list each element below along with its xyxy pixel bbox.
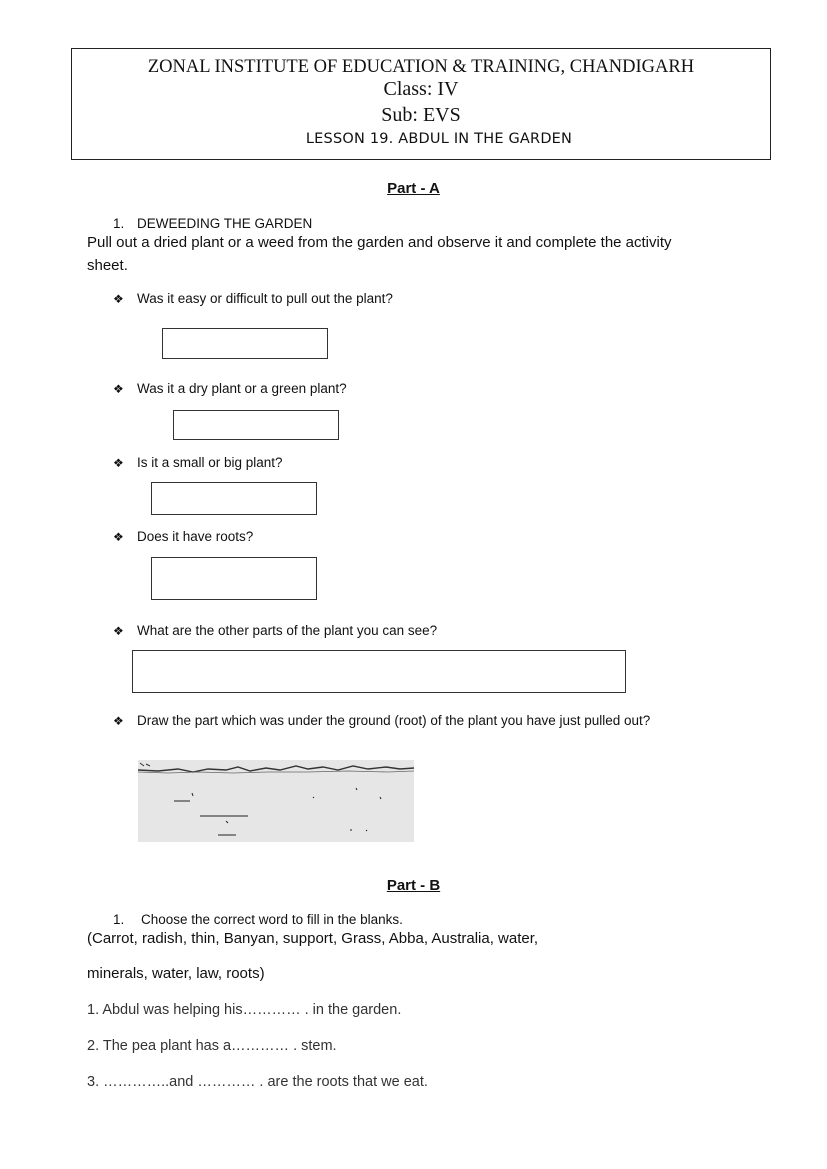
part-b-title: Part - B xyxy=(386,877,441,894)
bullet-icon: ❖ xyxy=(113,382,124,396)
bullet-icon: ❖ xyxy=(113,530,124,544)
part-a-section-title: DEWEEDING THE GARDEN xyxy=(137,216,313,231)
ground-sketch xyxy=(138,760,414,842)
institute-name: ZONAL INSTITUTE OF EDUCATION & TRAINING, CHANDIGARH xyxy=(147,57,695,77)
fill-blank-3: 3. …………..and ………… . are the roots that we eat. xyxy=(87,1074,428,1090)
part-b-section-number: 1. xyxy=(113,912,125,927)
question-5: What are the other parts of the plant you can see? xyxy=(137,623,438,638)
bullet-icon: ❖ xyxy=(113,624,124,638)
answer-box-2[interactable] xyxy=(173,410,339,440)
question-2: Was it a dry plant or a green plant? xyxy=(137,381,347,396)
answer-box-3[interactable] xyxy=(151,482,317,515)
class-label: Class: IV xyxy=(383,78,459,100)
part-a-title: Part - A xyxy=(387,180,440,197)
instruction-line-2: sheet. xyxy=(87,257,128,274)
fill-blank-1: 1. Abdul was helping his………… . in the garden. xyxy=(87,1002,402,1018)
fill-blank-2: 2. The pea plant has a………… . stem. xyxy=(87,1038,337,1054)
bullet-icon: ❖ xyxy=(113,456,124,470)
answer-box-1[interactable] xyxy=(162,328,328,359)
bullet-icon: ❖ xyxy=(113,714,124,728)
instruction-line-1: Pull out a dried plant or a weed from the garden and observe it and complete the activity xyxy=(87,234,672,251)
word-bank-line-1: (Carrot, radish, thin, Banyan, support, Grass, Abba, Australia, water, xyxy=(87,930,539,947)
question-1: Was it easy or difficult to pull out the plant? xyxy=(137,291,393,306)
word-bank-line-2: minerals, water, law, roots) xyxy=(87,965,265,982)
answer-box-5[interactable] xyxy=(132,650,626,693)
part-b-section-title: Choose the correct word to fill in the blanks. xyxy=(141,912,403,927)
lesson-title: LESSON 19. ABDUL IN THE GARDEN xyxy=(305,131,573,147)
header-box xyxy=(71,48,771,160)
answer-box-4[interactable] xyxy=(151,557,317,600)
drawing-area[interactable] xyxy=(138,760,414,842)
bullet-icon: ❖ xyxy=(113,292,124,306)
question-3: Is it a small or big plant? xyxy=(137,455,283,470)
subject-label: Sub: EVS xyxy=(381,104,461,126)
part-a-section-number: 1. xyxy=(113,216,125,231)
question-6: Draw the part which was under the ground (root) of the plant you have just pulled out? xyxy=(137,713,651,728)
question-4: Does it have roots? xyxy=(137,529,254,544)
